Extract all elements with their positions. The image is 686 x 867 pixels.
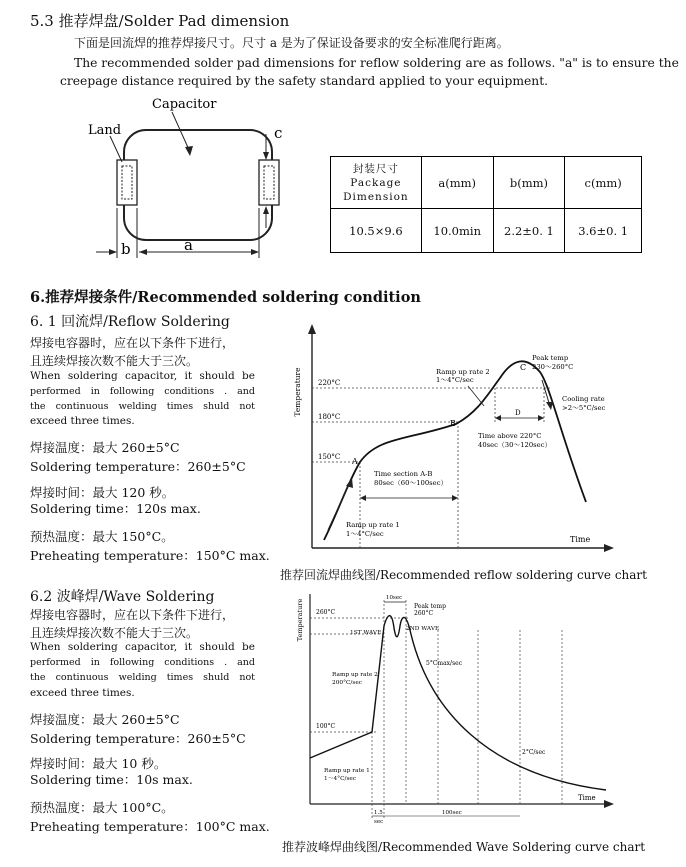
- capacitor-outline: [124, 130, 272, 240]
- wave-ramp2-1: Ramp up rate 2: [332, 672, 378, 678]
- package-dimension-table: [330, 156, 642, 253]
- reflow-cool-2: >2～5°C/sec: [562, 404, 606, 412]
- wave-time-en: Soldering time：10s max.: [30, 772, 193, 787]
- reflow-pB: B: [450, 419, 456, 428]
- reflow-above-2: 40sec（30～120sec）: [478, 441, 552, 449]
- reflow-ramp2-2: 1～4°C/sec: [436, 376, 474, 384]
- wave-xlabel: Time: [578, 794, 596, 802]
- wave-en-1: When soldering capacitor, it should be: [30, 641, 255, 653]
- wave-ylabel: Temperature: [296, 598, 304, 642]
- reflow-ramp1-2: 1～4°C/sec: [346, 530, 384, 538]
- left-land: [117, 160, 137, 205]
- reflow-temp-cn: 焊接温度：最大 260±5°C: [30, 440, 180, 455]
- label-land: Land: [88, 123, 122, 138]
- label-capacitor: Capacitor: [152, 97, 217, 112]
- wave-temp-cn: 焊接温度：最大 260±5°C: [30, 712, 180, 727]
- label-c: c: [274, 124, 283, 142]
- reflow-pA: A: [352, 457, 358, 466]
- wave-curve-chart: [288, 590, 622, 828]
- reflow-pC: C: [520, 363, 527, 372]
- reflow-peak-1: Peak temp: [532, 354, 569, 362]
- wave-peak-1: Peak temp: [414, 603, 446, 610]
- reflow-cn-2: 且连续焊接次数不能大于三次。: [30, 354, 199, 368]
- wave-en-2: performed in following conditions . and: [30, 657, 255, 668]
- label-b: b: [121, 240, 131, 258]
- wave-s100: 100sec: [442, 810, 462, 816]
- wave-temp-en: Soldering temperature：260±5°C: [30, 731, 246, 746]
- wave-ramp1-1: Ramp up rate 1: [324, 768, 370, 774]
- reflow-sect-1: Time section A-B: [374, 470, 433, 478]
- reflow-temp-en: Soldering temperature：260±5°C: [30, 459, 246, 474]
- wave-r2: 2°C/sec: [522, 749, 546, 756]
- reflow-time-cn: 焊接时间：最大 120 秒。: [30, 485, 175, 500]
- table-cell-a: 10.0min: [421, 209, 493, 253]
- wave-2nd: 2ND WAVE: [406, 626, 440, 632]
- reflow-en-1: When soldering capacitor, it should be: [30, 370, 255, 382]
- wave-s15-2: sec: [374, 819, 384, 825]
- reflow-ramp2-1: Ramp up rate 2: [436, 368, 490, 376]
- wave-s10: 10sec: [386, 595, 403, 601]
- reflow-xlabel: Time: [570, 535, 591, 544]
- wave-cn-1: 焊接电容器时，应在以下条件下进行，: [30, 608, 235, 622]
- solder-pad-diagram: [84, 90, 294, 265]
- reflow-ramp1-1: Ramp up rate 1: [346, 521, 400, 529]
- section-6-title: 6.推荐焊接条件/Recommended soldering condition: [30, 289, 421, 306]
- label-a: a: [184, 236, 193, 254]
- wave-cn-2: 且连续焊接次数不能大于三次。: [30, 626, 199, 640]
- wave-t260: 260°C: [316, 609, 336, 616]
- table-cell-b: 2.2±0. 1: [493, 209, 565, 253]
- wave-t100: 100°C: [316, 723, 336, 730]
- solder-pad-para-en-1: The recommended solder pad dimensions for reflow soldering are as follows. "a" is to ensure the: [74, 56, 679, 70]
- table-header-package: 封装尺寸 Package Dimension: [331, 157, 422, 209]
- reflow-cn-1: 焊接电容器时，应在以下条件下进行，: [30, 336, 235, 350]
- reflow-time-en: Soldering time：120s max.: [30, 501, 201, 516]
- reflow-ylabel: Temperature: [293, 367, 302, 417]
- reflow-pD: D: [515, 409, 521, 417]
- section-6-2-title: 6.2 波峰焊/Wave Soldering: [30, 589, 215, 605]
- right-land: [259, 160, 279, 205]
- wave-en-3: the continuous welding times shuld not: [30, 672, 255, 683]
- reflow-en-2: performed in following conditions . and: [30, 386, 255, 397]
- reflow-peak-2: 230～260°C: [532, 363, 574, 371]
- reflow-above-1: Time above 220°C: [478, 432, 542, 440]
- wave-1st: 1ST WAVE: [350, 630, 382, 636]
- wave-curve: [310, 616, 606, 790]
- wave-ramp1-2: 1～4°C/sec: [324, 776, 357, 782]
- table-header-b: b(mm): [493, 157, 565, 209]
- section-5-3-title: 5.3 推荐焊盘/Solder Pad dimension: [30, 12, 290, 30]
- wave-caption: 推荐波峰焊曲线图/Recommended Wave Soldering curve chart: [282, 840, 646, 854]
- table-cell-package: 10.5×9.6: [331, 209, 422, 253]
- reflow-pre-en: Preheating temperature：150°C max.: [30, 548, 270, 563]
- reflow-cool-1: Cooling rate: [562, 395, 605, 403]
- solder-pad-para-cn: 下面是回流焊的推荐焊接尺寸。尺寸 a 是为了保证设备要求的安全标准爬行距离。: [74, 36, 509, 50]
- reflow-pre-cn: 预热温度：最大 150°C。: [30, 529, 174, 544]
- reflow-sect-2: 80sec（60～100sec）: [374, 479, 448, 487]
- reflow-curve: [324, 361, 586, 540]
- reflow-caption: 推荐回流焊曲线图/Recommended reflow soldering curve chart: [280, 568, 647, 582]
- table-cell-c: 3.6±0. 1: [565, 209, 642, 253]
- wave-pre-cn: 预热温度：最大 100°C。: [30, 800, 174, 815]
- reflow-t150: 150°C: [318, 453, 341, 461]
- wave-peak-2: 260°C: [414, 610, 434, 617]
- section-6-1-title: 6. 1 回流焊/Reflow Soldering: [30, 314, 230, 330]
- solder-pad-para-en-2: creepage distance required by the safety standard applied to your equipment.: [60, 74, 549, 88]
- reflow-t180: 180°C: [318, 413, 341, 421]
- wave-time-cn: 焊接时间：最大 10 秒。: [30, 756, 167, 771]
- wave-s15-1: 1.5: [374, 810, 383, 816]
- wave-pre-en: Preheating temperature：100°C max.: [30, 819, 270, 834]
- wave-ramp2-2: 200°C/sec: [332, 680, 363, 686]
- reflow-en-3: the continuous welding times shuld not: [30, 401, 255, 412]
- reflow-t220: 220°C: [318, 379, 341, 387]
- table-header-c: c(mm): [565, 157, 642, 209]
- wave-r5: 5°Cmax/sec: [426, 660, 463, 667]
- reflow-curve-chart: [288, 322, 618, 554]
- wave-en-4: exceed three times.: [30, 687, 135, 699]
- reflow-en-4: exceed three times.: [30, 415, 135, 427]
- table-header-a: a(mm): [421, 157, 493, 209]
